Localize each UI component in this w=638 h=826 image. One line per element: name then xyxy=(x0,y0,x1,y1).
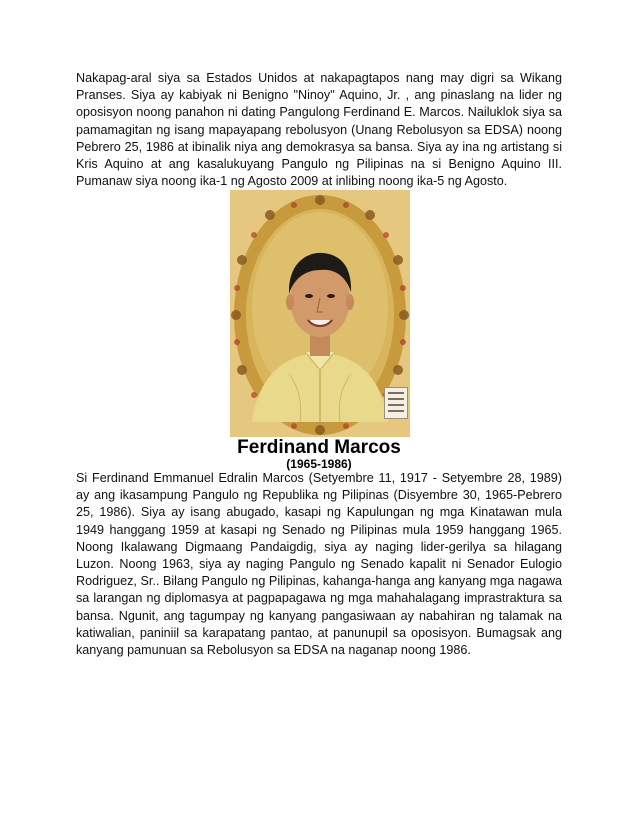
portrait-image xyxy=(230,190,410,437)
portrait-illustration xyxy=(230,190,410,437)
section-years: (1965-1986) xyxy=(286,457,352,471)
bio-paragraph-previous: Nakapag-aral siya sa Estados Unidos at nakapagtapos nang may digri sa Wikang Pranses. Siya ay kabiyak ni Benigno "Ninoy" Aquino, Jr. , ang pinaslang na lider ng oposisyon noong panahon ni dating Pangulong Ferdinand E. Marcos. Nailuklok siya sa pamamagitan ng isang mapayapang rebolusyon (Unang Rebolusyon sa EDSA) noong Pebrero 25, 1986 at ibinalik niya ang demokrasya sa bansa. Siya ay ina ng artistang si Kris Aquino at ang kasalukuyang Pangulo ng Pilipinas na si Benigno Aquino III. Pumanaw siya noong ika-1 ng Agosto 2009 at inlibing noong ika-5 ng Agosto. xyxy=(76,71,562,189)
bio-paragraph-marcos: Si Ferdinand Emmanuel Edralin Marcos (Setyembre 11, 1917 - Setyembre 28, 1989) ay ang ikasampung Pangulo ng Republika ng Pilipinas (Disyembre 30, 1965-Pebrero 25, 1986). Siya ay isang abugado, kasapi ng Kapulungan ng mga Kinatawan mula 1949 hanggang 1959 at kasapi ng Senado ng Pilipinas mula 1959 hanggang 1965. Noong Ikalawang Digmaang Pandaigdig, siya ay naging lider-gerilya sa hilagang Luzon. Noong 1963, siya ay naging Pangulo ng Senado kapalit ni Senador Eulogio Rodriguez, Sr.. Bilang Pangulo ng Pilipinas, kahanga-hanga ang kanyang mga nagawa sa larangan ng diplomasya at pagpapagawa ng mga mahahalagang imprastraktura sa bansa. Ngunit, ang tagumpay ng kanyang pangasiwaan ay nabahiran ng talamak na katiwalian, paniniil sa karapatang pantao, at panunupil sa oposisyon. Bumagsak ang kanyang pamunuan sa Rebolusyon sa EDSA na naganap noong 1986. xyxy=(76,471,562,658)
section-title: Ferdinand Marcos xyxy=(237,437,401,458)
stamp-label xyxy=(384,387,408,419)
